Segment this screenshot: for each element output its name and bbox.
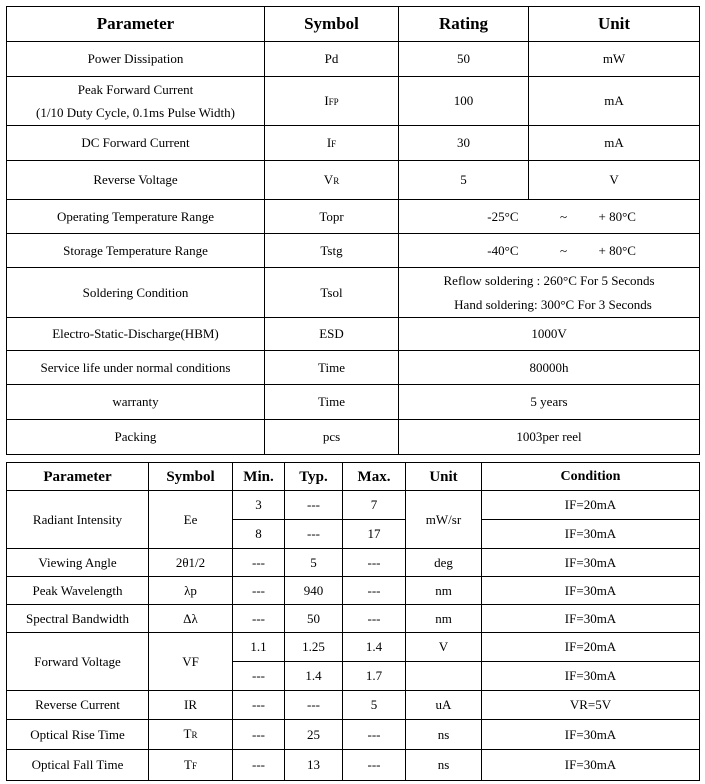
rating-cell (399, 268, 700, 318)
rating-cell: 5 years (399, 385, 700, 420)
max-cell: 1.4 (343, 633, 406, 662)
rating-line: Hand soldering: 300°C For 3 Seconds (454, 296, 652, 312)
typ-cell: 25 (285, 720, 343, 750)
condition-cell: IF=30mA (482, 520, 700, 549)
header-typ: Typ. (285, 463, 343, 491)
unit-cell: mA (529, 126, 700, 161)
symbol-cell (265, 161, 399, 200)
typ-cell: --- (285, 491, 343, 520)
max-cell: --- (343, 577, 406, 605)
rating-cell: 1000V (399, 318, 700, 351)
symbol-cell: Δλ (149, 605, 233, 633)
param-cell: Spectral Bandwidth (7, 605, 149, 633)
max-cell: 1.7 (343, 662, 406, 691)
symbol-cell (265, 77, 399, 126)
symbol-cell: Time (265, 385, 399, 420)
header-unit: Unit (529, 7, 700, 42)
condition-cell: VR=5V (482, 691, 700, 720)
table-row (7, 549, 700, 577)
symbol-cell: pcs (265, 420, 399, 455)
param-cell: Reverse Current (7, 691, 149, 720)
typ-cell: 1.4 (285, 662, 343, 691)
unit-cell: V (406, 633, 482, 662)
unit-cell: nm (406, 605, 482, 633)
max-cell: --- (343, 549, 406, 577)
rating-cell: 80000h (399, 351, 700, 385)
table-row (7, 161, 700, 200)
condition-cell: IF=30mA (482, 605, 700, 633)
table-row (7, 234, 700, 268)
symbol-cell (149, 750, 233, 781)
param-cell: Viewing Angle (7, 549, 149, 577)
condition-cell: IF=30mA (482, 549, 700, 577)
symbol-cell: Pd (265, 42, 399, 77)
symbol-sub: R (333, 175, 340, 186)
param-cell: Packing (7, 420, 265, 455)
table-row (7, 605, 700, 633)
symbol-main: I (326, 134, 332, 150)
rating-cell: 5 (399, 161, 529, 200)
range-max: + 80°C (599, 200, 700, 234)
symbol-sub: R (191, 730, 198, 740)
range-sep: ~ (529, 200, 599, 234)
param-cell: warranty (7, 385, 265, 420)
symbol-main: V (323, 171, 334, 187)
table-row (7, 268, 700, 318)
symbol-cell: Ee (149, 491, 233, 549)
condition-cell: IF=30mA (482, 662, 700, 691)
min-cell: --- (233, 662, 285, 691)
param-cell: Radiant Intensity (7, 491, 149, 549)
symbol-cell: 2θ1/2 (149, 549, 233, 577)
unit-cell: nm (406, 577, 482, 605)
typ-cell: --- (285, 520, 343, 549)
table-header-row (7, 463, 700, 491)
table-header-row (7, 7, 700, 42)
param-cell: Reverse Voltage (7, 161, 265, 200)
symbol-sub: FP (328, 96, 339, 107)
table-row (7, 385, 700, 420)
max-cell: --- (343, 750, 406, 781)
param-cell: Peak Wavelength (7, 577, 149, 605)
unit-cell (406, 662, 482, 691)
min-cell: 3 (233, 491, 285, 520)
symbol-cell: VF (149, 633, 233, 691)
symbol-main: I (324, 92, 329, 108)
table-row (7, 200, 700, 234)
table-row (7, 77, 700, 126)
rating-cell: 100 (399, 77, 529, 126)
param-cell: Storage Temperature Range (7, 234, 265, 268)
symbol-cell: ESD (265, 318, 399, 351)
min-cell: --- (233, 691, 285, 720)
table-row (7, 720, 700, 750)
header-unit: Unit (406, 463, 482, 491)
unit-cell: mW/sr (406, 491, 482, 549)
rating-cell: 30 (399, 126, 529, 161)
min-cell: --- (233, 720, 285, 750)
table-row (7, 577, 700, 605)
symbol-cell: Tstg (265, 234, 399, 268)
header-rating: Rating (399, 7, 529, 42)
typ-cell: 50 (285, 605, 343, 633)
header-parameter: Parameter (7, 7, 265, 42)
param-cell: Forward Voltage (7, 633, 149, 691)
symbol-main: T (183, 726, 192, 741)
condition-cell: IF=20mA (482, 491, 700, 520)
min-cell: 8 (233, 520, 285, 549)
typ-cell: --- (285, 691, 343, 720)
range-min: -25°C (399, 200, 529, 234)
table-row (7, 750, 700, 781)
rating-cell: 1003per reel (399, 420, 700, 455)
max-cell: 17 (343, 520, 406, 549)
symbol-cell: λp (149, 577, 233, 605)
min-cell: --- (233, 750, 285, 781)
table-row (7, 491, 700, 520)
table-row (7, 633, 700, 662)
unit-cell: uA (406, 691, 482, 720)
symbol-sub: F (191, 760, 197, 771)
electro-optical-table (6, 462, 700, 781)
symbol-cell: Topr (265, 200, 399, 234)
table-row (7, 126, 700, 161)
condition-cell: IF=30mA (482, 750, 700, 781)
max-cell: 7 (343, 491, 406, 520)
rating-line: Reflow soldering : 260°C For 5 Seconds (443, 272, 655, 288)
header-condition: Condition (482, 463, 700, 491)
max-cell: 5 (343, 691, 406, 720)
typ-cell: 13 (285, 750, 343, 781)
header-symbol: Symbol (149, 463, 233, 491)
param-cell: Electro-Static-Discharge(HBM) (7, 318, 265, 351)
param-line: Peak Forward Current (77, 81, 194, 97)
param-cell: Optical Rise Time (7, 720, 149, 750)
symbol-main: T (184, 756, 192, 772)
unit-cell: ns (406, 720, 482, 750)
min-cell: 1.1 (233, 633, 285, 662)
min-cell: --- (233, 577, 285, 605)
param-cell: Operating Temperature Range (7, 200, 265, 234)
unit-cell: V (529, 161, 700, 200)
param-cell: DC Forward Current (7, 126, 265, 161)
condition-cell: IF=30mA (482, 577, 700, 605)
condition-cell: IF=20mA (482, 633, 700, 662)
max-cell: --- (343, 720, 406, 750)
symbol-cell: Time (265, 351, 399, 385)
param-cell: Service life under normal conditions (7, 351, 265, 385)
param-cell: Soldering Condition (7, 268, 265, 318)
header-max: Max. (343, 463, 406, 491)
header-min: Min. (233, 463, 285, 491)
min-cell: --- (233, 549, 285, 577)
symbol-cell: IR (149, 691, 233, 720)
symbol-sub: F (331, 138, 337, 149)
typ-cell: 1.25 (285, 633, 343, 662)
symbol-cell (265, 126, 399, 161)
header-symbol: Symbol (265, 7, 399, 42)
param-cell: Optical Fall Time (7, 750, 149, 781)
unit-cell: deg (406, 549, 482, 577)
unit-cell: ns (406, 750, 482, 781)
unit-cell: mW (529, 42, 700, 77)
absolute-ratings-table (6, 6, 700, 455)
param-line: (1/10 Duty Cycle, 0.1ms Pulse Width) (36, 104, 235, 120)
condition-cell: IF=30mA (482, 720, 700, 750)
symbol-cell: Tsol (265, 268, 399, 318)
param-cell: Power Dissipation (7, 42, 265, 77)
header-parameter: Parameter (7, 463, 149, 491)
unit-cell: mA (529, 77, 700, 126)
table-row (7, 42, 700, 77)
table-row (7, 318, 700, 351)
symbol-cell (149, 720, 233, 750)
table-row (7, 420, 700, 455)
range-sep: ~ (529, 234, 599, 268)
max-cell: --- (343, 605, 406, 633)
range-min: -40°C (399, 234, 529, 268)
min-cell: --- (233, 605, 285, 633)
typ-cell: 5 (285, 549, 343, 577)
rating-cell: 50 (399, 42, 529, 77)
range-max: + 80°C (599, 234, 700, 268)
typ-cell: 940 (285, 577, 343, 605)
param-cell (7, 77, 265, 126)
table-row (7, 351, 700, 385)
table-row (7, 691, 700, 720)
